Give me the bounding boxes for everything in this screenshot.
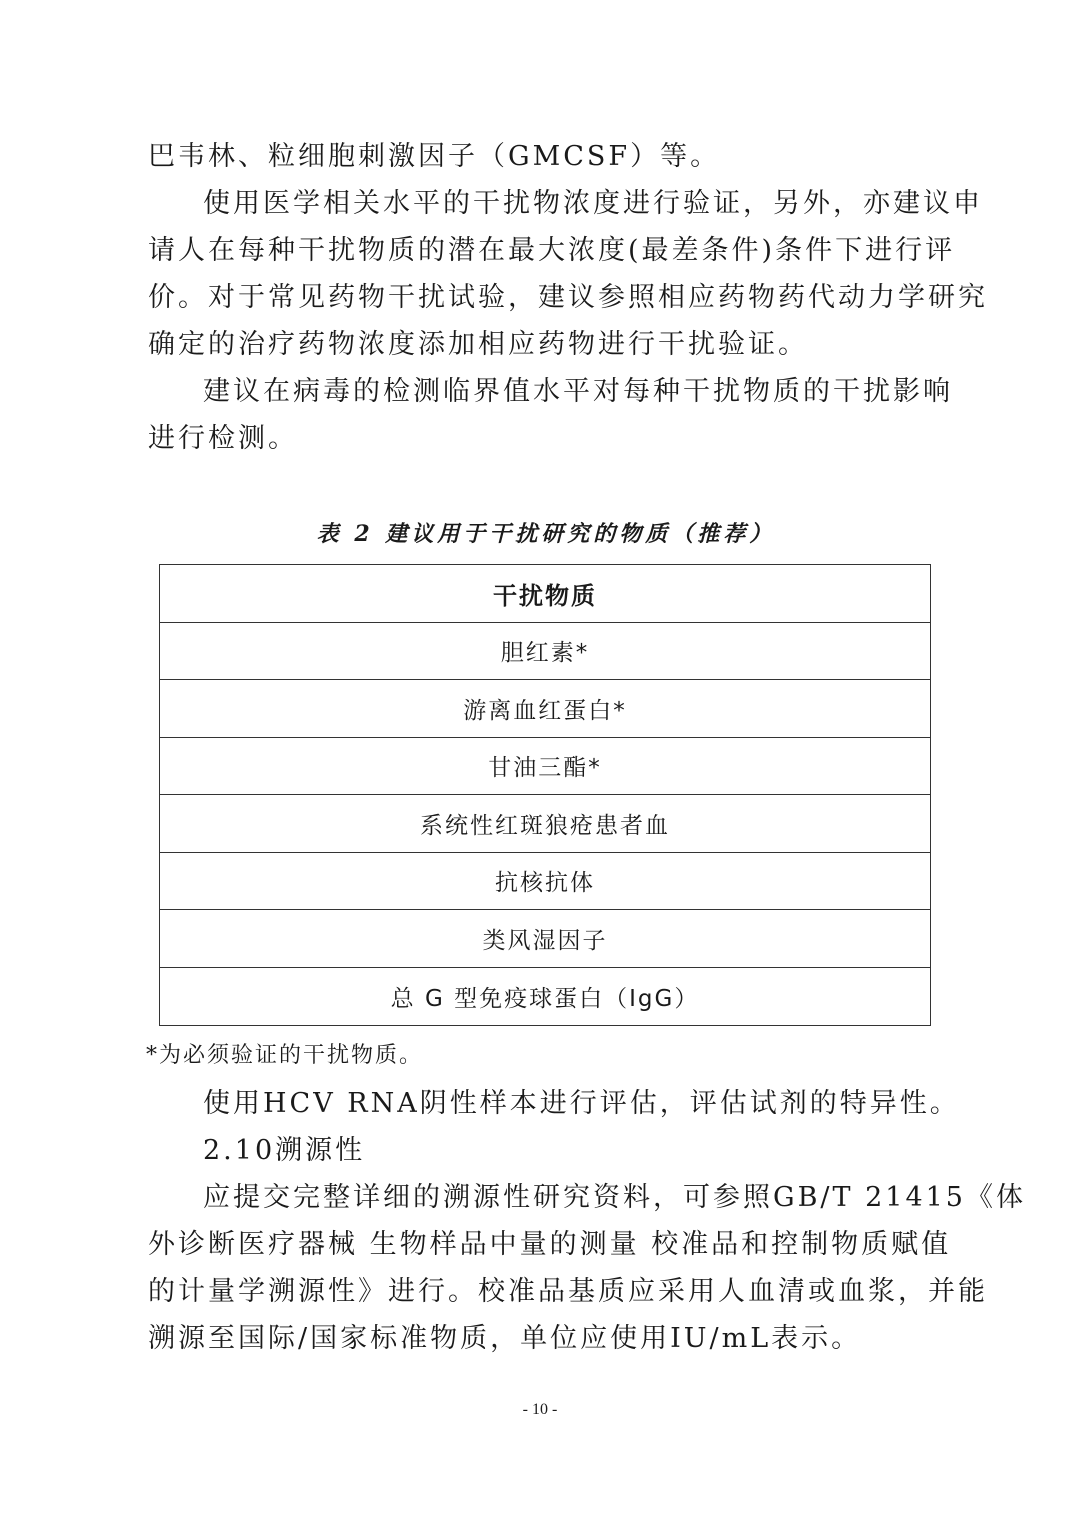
paragraph-line: 巴韦林、粒细胞刺激因子（GMCSF）等。 bbox=[148, 141, 721, 172]
table-row: 类风湿因子 bbox=[160, 910, 930, 968]
table-caption: 表 2 建议用于干扰研究的物质（推荐） bbox=[316, 521, 776, 547]
section-heading: 2.10溯源性 bbox=[203, 1135, 366, 1166]
paragraph-line: 应提交完整详细的溯源性研究资料，可参照GB/T 21415《体 bbox=[203, 1182, 1026, 1213]
paragraph-line: 使用HCV RNA阴性样本进行评估，评估试剂的特异性。 bbox=[203, 1088, 960, 1119]
paragraph-line: 建议在病毒的检测临界值水平对每种干扰物质的干扰影响 bbox=[203, 376, 953, 407]
paragraph-line: 溯源至国际/国家标准物质，单位应使用IU/mL表示。 bbox=[148, 1323, 862, 1354]
table-header: 干扰物质 bbox=[160, 565, 930, 623]
paragraph-line: 外诊断医疗器械 生物样品中量的测量 校准品和控制物质赋值 bbox=[148, 1229, 952, 1260]
table-row: 游离血红蛋白* bbox=[160, 680, 930, 738]
table-row: 抗核抗体 bbox=[160, 853, 930, 911]
table-footnote: *为必须验证的干扰物质。 bbox=[146, 1043, 424, 1068]
table-row: 胆红素* bbox=[160, 623, 930, 681]
paragraph-line: 进行检测。 bbox=[148, 423, 298, 454]
table-row: 系统性红斑狼疮患者血 bbox=[160, 795, 930, 853]
page-number: - 10 - bbox=[522, 1401, 558, 1418]
table-row: 甘油三酯* bbox=[160, 738, 930, 796]
paragraph-line: 价。对于常见药物干扰试验，建议参照相应药物药代动力学研究 bbox=[148, 282, 988, 313]
paragraph-line: 请人在每种干扰物质的潜在最大浓度(最差条件)条件下进行评 bbox=[148, 235, 956, 266]
paragraph-line: 使用医学相关水平的干扰物浓度进行验证，另外，亦建议申 bbox=[203, 188, 983, 219]
paragraph-line: 确定的治疗药物浓度添加相应药物进行干扰验证。 bbox=[148, 329, 808, 360]
interference-substances-table bbox=[159, 564, 931, 1026]
table-row: 总 G 型免疫球蛋白（IgG） bbox=[390, 985, 700, 1012]
paragraph-line: 的计量学溯源性》进行。校准品基质应采用人血清或血浆，并能 bbox=[148, 1276, 988, 1307]
